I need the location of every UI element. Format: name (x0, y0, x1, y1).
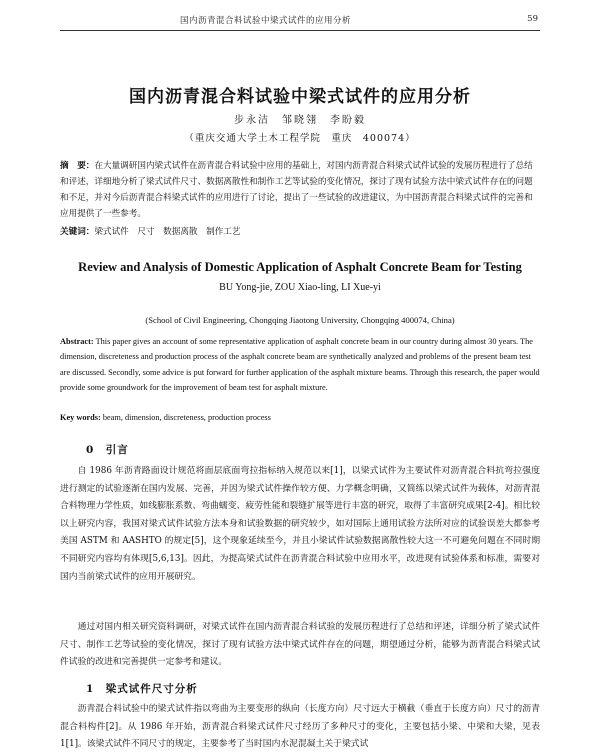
section-heading-beam-dimension: 1 梁式试件尺寸分析 (86, 683, 198, 695)
authors-cn: 步永洁 邹晓翎 李盼毅 (234, 115, 366, 126)
paper-title-en: Review and Analysis of Domestic Application of Asphalt Concrete Beam for Testing (78, 260, 522, 274)
keywords-en (60, 410, 540, 426)
abstract-cn-label: 摘 要： (60, 161, 95, 171)
authors-en: BU Yong-jie, ZOU Xiao-ling, LI Xue-yi (219, 282, 381, 293)
section-heading-introduction: 0 引言 (86, 444, 129, 456)
keywords-cn (60, 224, 540, 240)
running-header-title: 国内沥青混合料试验中梁式试件的应用分析 (180, 16, 352, 26)
running-header (60, 14, 540, 28)
abstract-en-label: Abstract: (60, 337, 94, 346)
affiliation-cn: （重庆交通大学土木工程学院 重庆 400074） (184, 133, 416, 144)
paper-title-cn: 国内沥青混合料试验中梁式试件的应用分析 (129, 87, 471, 107)
body-paragraph: 自 1986 年沥青路面设计规范将面层底面弯拉指标纳入规范以来[1]，以梁式试件为主要试件对沥青混合料抗弯拉强度进行测定的试验逐渐在国内发展、完善，并因为梁式试件操作较方便、力学概念明确，又简练以梁式试件为载体，对沥青混合料物理力学性质，如线膨胀系数、弯曲蠕变、疲劳性能和裂缝扩展等进行丰富的研究，取得了丰富研究成果[2-4]。相比较以上研究内容，我国对梁式试件试验方法本身和试验数据的研究较少，如对国际上通用试验方法所对应的试验误差大都参考美国 ASTM 和 AASHTO 的规定[5]，这个现象延续至今，并且小梁试件试验数据离散性较大这一不可避免问题在不同时期不同研究内容均有体现[5,6,13]。因此，为提高梁式试件在沥青混合料试验中应用水平，改进现有试验体系和标准，需要对国内当前梁式试件的应用开展研究。 (60, 466, 540, 582)
body-paragraph: 通过对国内相关研究资料调研，对梁式试件在国内沥青混合料试验的发展历程进行了总结和评述，详细分析了梁式试件尺寸、制作工艺等试验的变化情况，探讨了现有试验方法中梁式试件存在的问题，期望通过分析，能够为沥青混合料梁式试件试验的改进和完善提供一定参考和建议。 (60, 622, 540, 668)
keywords-cn-label: 关键词： (60, 227, 95, 237)
body-paragraph: 沥青混合料试验中的梁式试件指以弯曲为主要变形的纵向（长度方向）尺寸远大于横截（垂直于长度方向）尺寸的沥青混合料构件[2]。从 1986 年开始，沥青混合料梁式试件尺寸经历了多种尺寸的变化，主要包括小梁、中梁和大梁，见表 1[1]。该梁式试件不同尺寸的规定，主要参考了当时国内水泥混凝土关于梁式试 (60, 704, 540, 750)
abstract-cn-text: 在大量调研国内梁式试件在沥青混合料试验中应用的基础上，对国内沥青混合料梁式试件试验的发展历程进行了总结和评述，详细地分析了梁式试件尺寸、数据离散性和制作工艺等试验的变化情况，探讨了现有试验方法中梁式试件存在的问题和不足，并对今后沥青混合料梁式试件的应用进行了讨论，提出了一些试验的改进建议，为中国沥青混合料梁式试件的完善和应用提供了一些参考。 (60, 161, 533, 219)
header-rule (60, 30, 540, 31)
affiliation-en: (School of Civil Engineering, Chongqing Jiaotong University, Chongqing 400074, China) (145, 315, 455, 325)
page-number: 59 (527, 14, 538, 24)
keywords-cn-text: 梁式试件 尺寸 数据离散 制作工艺 (94, 227, 241, 237)
abstract-en (60, 334, 540, 396)
abstract-cn (60, 158, 540, 222)
abstract-en-text: This paper gives an account of some representative application of asphalt concrete beam in our country during almost 30 years. The dimension, discreteness and production process of the asphalt concrete beam are synthetically analyzed and problems of the present beam test are discussed. Secondly, some advice is put forward for further application of the asphalt mixture beams. Through this research, the paper would provide some groundwork for the improvement of beam test for asphalt mixture. (60, 337, 540, 393)
keywords-en-label: Key words: (60, 413, 101, 422)
keywords-en-text: beam, dimension, discreteness, production process (102, 413, 271, 422)
